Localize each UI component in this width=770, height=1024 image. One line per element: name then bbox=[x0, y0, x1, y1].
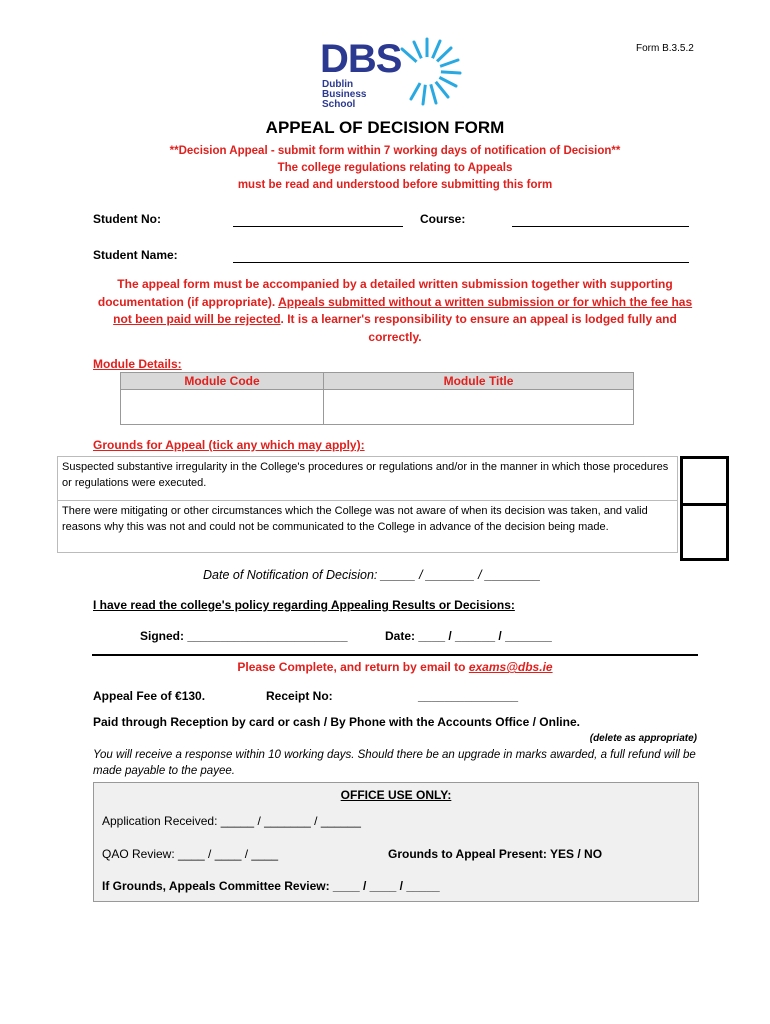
student-no-field[interactable] bbox=[233, 226, 403, 227]
grounds-heading: Grounds for Appeal (tick any which may apply): bbox=[93, 438, 365, 452]
notice-line-3: must be read and understood before submitting this form bbox=[237, 179, 553, 191]
qao-review[interactable]: QAO Review: ____ / ____ / ____ bbox=[102, 847, 279, 861]
divider bbox=[92, 654, 698, 656]
module-code-cell[interactable] bbox=[121, 390, 324, 425]
ground-1-checkbox[interactable] bbox=[680, 456, 729, 506]
office-use-heading: OFFICE USE ONLY: bbox=[340, 788, 452, 802]
return-text: Please Complete, and return by email to bbox=[237, 660, 469, 674]
committee-review[interactable]: If Grounds, Appeals Committee Review: ____ / ____ / _____ bbox=[102, 879, 440, 893]
date-of-notification[interactable]: Date of Notification of Decision: _____ / _______ / ________ bbox=[203, 568, 541, 582]
logo-line-2: Business bbox=[322, 89, 367, 100]
grounds-table bbox=[57, 456, 678, 553]
return-instructions bbox=[0, 660, 770, 674]
notice-line-2: The college regulations relating to Appeals bbox=[277, 162, 513, 174]
submission-notice bbox=[0, 143, 770, 194]
date-field[interactable]: Date: ____ / ______ / _______ bbox=[385, 629, 552, 643]
logo-burst-icon bbox=[392, 36, 462, 106]
appeal-fee: Appeal Fee of €130. bbox=[93, 689, 206, 703]
student-name-field[interactable] bbox=[233, 262, 689, 263]
warning-part-2: Appeals submitted without a written submission or for which the fee has not been paid will be rejected bbox=[113, 294, 693, 326]
module-code-header: Module Code bbox=[121, 373, 324, 390]
dbs-logo bbox=[318, 36, 478, 118]
module-title-header: Module Title bbox=[324, 373, 634, 390]
logo-mark: DBS bbox=[320, 37, 402, 81]
return-email-link[interactable]: exams@dbs.ie bbox=[468, 660, 553, 674]
module-details-heading: Module Details: bbox=[93, 357, 182, 371]
grounds-present[interactable]: Grounds to Appeal Present: YES / NO bbox=[388, 847, 603, 861]
delete-note: (delete as appropriate) bbox=[589, 733, 697, 744]
ground-item-1: Suspected substantive irregularity in the College's procedures or regulations and/or in the manner in which those procedures or regulations were executed. bbox=[58, 457, 678, 501]
warning-part-3: . It is a learner's responsibility to ensure an appeal is lodged fully and correctly. bbox=[280, 312, 677, 344]
signed-field[interactable]: Signed: ________________________ bbox=[140, 629, 348, 643]
course-field[interactable] bbox=[512, 226, 689, 227]
logo-line-1: Dublin bbox=[322, 79, 354, 90]
form-code: Form B.3.5.2 bbox=[636, 43, 694, 54]
notice-line-1: **Decision Appeal - submit form within 7 working days of notification of Decision** bbox=[169, 145, 621, 157]
receipt-label: Receipt No: bbox=[266, 689, 333, 703]
page-title: APPEAL OF DECISION FORM bbox=[265, 118, 505, 137]
student-no-label: Student No: bbox=[93, 212, 161, 226]
response-note: You will receive a response within 10 working days. Should there be an upgrade in marks awarded, a full refund will be made payable to the payee. bbox=[93, 749, 696, 777]
application-received[interactable]: Application Received: _____ / _______ / ______ bbox=[102, 814, 361, 828]
policy-statement: I have read the college's policy regarding Appealing Results or Decisions: bbox=[93, 598, 515, 612]
student-name-label: Student Name: bbox=[93, 248, 178, 262]
ground-2-checkbox[interactable] bbox=[680, 503, 729, 561]
appeal-warning bbox=[92, 276, 698, 346]
receipt-field[interactable]: _______________ bbox=[418, 689, 519, 703]
course-label: Course: bbox=[420, 212, 466, 226]
paid-through: Paid through Reception by card or cash / By Phone with the Accounts Office / Online. bbox=[93, 715, 580, 729]
module-title-cell[interactable] bbox=[324, 390, 634, 425]
office-use-box bbox=[93, 782, 699, 902]
logo-line-3: School bbox=[322, 99, 356, 110]
warning-part-1: The appeal form must be accompanied by a detailed written submission together with supporting documentation (if appropriate). bbox=[97, 277, 673, 309]
module-table bbox=[120, 372, 634, 425]
ground-item-2: There were mitigating or other circumstances which the College was not aware of when its decision was taken, and valid reasons why this was not and could not be communicated to the College in advance of the decision being made. bbox=[58, 501, 678, 553]
